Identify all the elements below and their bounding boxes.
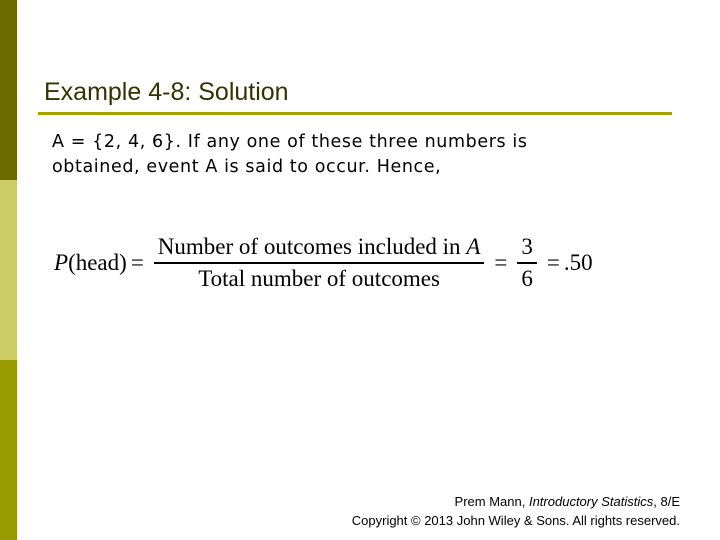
side-band-bottom [0,360,17,540]
formula-lhs-p: P [54,250,69,275]
numerator-var: A [466,234,481,260]
body-text [52,130,682,180]
fraction-numerator: 3 [521,234,533,260]
formula-equals: = [546,250,560,275]
body-line: A = {2, 4, 6}. If any one of these three numbers is [52,132,528,152]
probability-formula [54,230,593,296]
formula-result: .50 [563,250,593,275]
fraction-denominator: Total number of outcomes [198,265,440,291]
slide-title: Example 4-8: Solution [44,78,289,106]
side-band-top [0,0,17,180]
numerator-text: Number of outcomes included in [157,234,467,260]
side-band-middle [0,180,17,360]
credit-book-title: Introductory Statistics [528,494,654,509]
credit-copyright: Copyright © 2013 John Wiley & Sons. All rights reserved. [351,513,680,528]
formula-equals: = [494,250,508,275]
credit-footer [352,492,680,530]
credit-line-author [352,492,680,511]
fraction-numerator [154,234,485,262]
credit-author: Prem Mann, [454,494,529,509]
formula-lhs-arg: (head) [68,250,127,275]
credit-edition: , 8/E [653,494,680,509]
formula-fraction-main [154,234,485,292]
formula-fraction-value [517,234,537,292]
fraction-denominator: 6 [521,265,533,291]
body-line: obtained, event A is said to occur. Hence, [52,157,442,177]
title-underline [38,112,672,115]
formula-equals: = [130,250,144,275]
